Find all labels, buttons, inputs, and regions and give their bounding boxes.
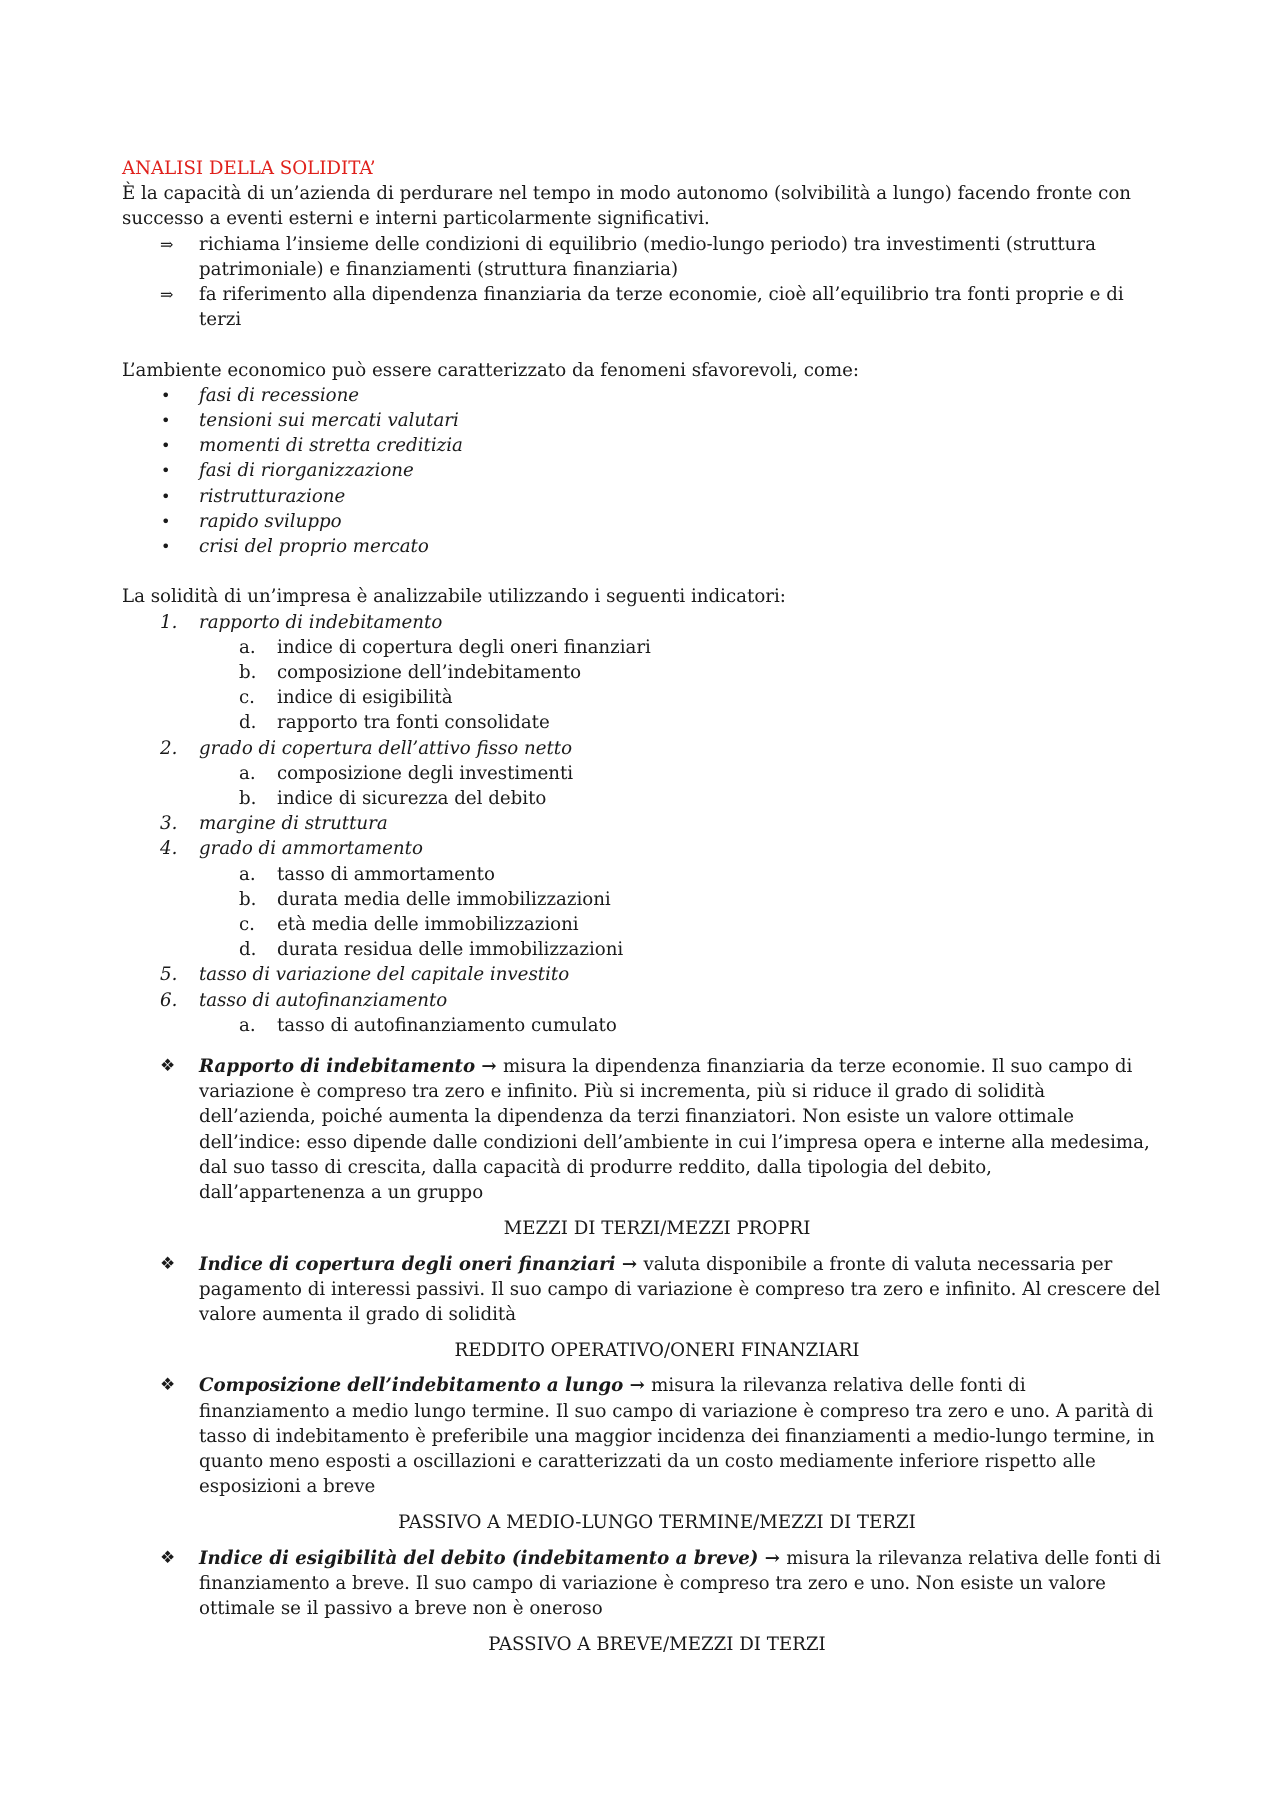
definitions-list xyxy=(122,1252,1162,1328)
sub-indicator-label: indice di esigibilità xyxy=(277,687,453,709)
diamond-bullet-icon: ❖ xyxy=(160,1253,176,1274)
indicator-label: rapporto di indebitamento xyxy=(199,611,443,633)
sub-indicator-item xyxy=(122,635,1162,660)
list-item-text: tensioni sui mercati valutari xyxy=(199,410,459,432)
sub-indicator-label: durata residua delle immobilizzazioni xyxy=(277,939,624,961)
sub-indicator-label: durata media delle immobilizzazioni xyxy=(277,888,611,910)
bullet-icon: • xyxy=(161,511,171,531)
sub-indicator-item xyxy=(122,660,1162,685)
list-item-text: crisi del proprio mercato xyxy=(199,536,429,558)
list-item-text: fasi di riorganizzazione xyxy=(199,460,414,482)
bullet-icon: • xyxy=(161,436,171,456)
list-letter: b. xyxy=(239,662,257,684)
sub-indicator-label: composizione degli investimenti xyxy=(277,762,574,784)
list-letter: a. xyxy=(239,636,256,658)
list-number: 1. xyxy=(160,611,178,633)
indicator-label: margine di struttura xyxy=(199,813,388,835)
arrow-list xyxy=(122,232,1162,333)
environment-intro: L’ambiente economico può essere caratterizzato da fenomeni sfavorevoli, come: xyxy=(122,359,859,381)
formula: MEZZI DI TERZI/MEZZI PROPRI xyxy=(503,1218,811,1240)
definition-item xyxy=(122,1373,1162,1499)
diamond-bullet-icon: ❖ xyxy=(160,1375,176,1396)
arrow-right-icon: → xyxy=(615,1253,644,1275)
sub-indicators-list xyxy=(199,761,1162,811)
sub-indicator-item xyxy=(122,862,1162,887)
sub-indicator-label: tasso di ammortamento xyxy=(277,863,495,885)
formula: PASSIVO A MEDIO-LUNGO TERMINE/MEZZI DI TERZI xyxy=(398,1512,916,1534)
arrow-right-icon: → xyxy=(475,1056,503,1078)
list-item xyxy=(122,509,1162,534)
diamond-bullet-icon: ❖ xyxy=(160,1547,176,1568)
list-letter: b. xyxy=(239,888,257,910)
indicator-label: grado di ammortamento xyxy=(199,838,423,860)
sub-indicator-item xyxy=(122,786,1162,811)
arrow-right-icon: → xyxy=(623,1375,652,1397)
indicator-label: grado di copertura dell’attivo fisso netto xyxy=(199,737,573,759)
sub-indicator-label: composizione dell’indebitamento xyxy=(277,662,582,684)
list-item xyxy=(122,484,1162,509)
list-number: 3. xyxy=(160,813,178,835)
list-number: 4. xyxy=(160,838,178,860)
list-item-text: ristrutturazione xyxy=(199,485,346,507)
list-item xyxy=(122,433,1162,458)
bullet-icon: • xyxy=(161,385,171,405)
sub-indicator-item xyxy=(122,1013,1162,1038)
sub-indicator-item xyxy=(122,887,1162,912)
sub-indicators-list xyxy=(199,862,1162,963)
definition-term: Composizione dell’indebitamento a lungo xyxy=(199,1375,624,1397)
indicator-item xyxy=(122,610,1162,736)
definition-item xyxy=(122,1252,1162,1328)
list-letter: a. xyxy=(239,1014,256,1036)
indicator-item xyxy=(122,962,1162,987)
list-number: 2. xyxy=(160,737,178,759)
diamond-bullet-icon: ❖ xyxy=(160,1056,176,1077)
indicator-item xyxy=(122,811,1162,836)
indicator-label: tasso di autofinanziamento xyxy=(199,989,448,1011)
definition-text: misura la dipendenza finanziaria da terze economie. Il suo campo di variazione è compreso tra zero e infinito. Più si incrementa, più si riduce il grado di solidità dell’azienda, poiché aumenta la dipendenza da terzi finanziatori. Non esiste un valore ottimale dell’indice: esso dipende dalle condizioni dell’ambiente in cui l’impresa opera e interne alla medesima, dal suo tasso di crescita, dalla capacità di produrre reddito, dalla tipologia del debito, dall’appartenenza a un gruppo xyxy=(199,1056,1150,1204)
sub-indicator-item xyxy=(122,685,1162,710)
definition-text: misura la rilevanza relativa delle fonti di finanziamento a medio lungo termine. Il suo campo di variazione è compreso tra zero e uno. A parità di tasso di indebitamento è preferibile una maggior incidenza dei finanziamenti a medio-lungo termine, in quanto meno esposti a oscillazioni e caratterizzati da un costo mediamente inferiore rispetto alle esposizioni a breve xyxy=(199,1375,1155,1498)
bullet-icon: • xyxy=(161,486,171,506)
intro-paragraph: È la capacità di un’azienda di perdurare nel tempo in modo autonomo (solvibilità a lungo) facendo fronte con successo a eventi esterni e interni particolarmente significativi. xyxy=(122,183,1132,230)
formula: REDDITO OPERATIVO/ONERI FINANZIARI xyxy=(454,1340,860,1362)
indicator-item xyxy=(122,736,1162,812)
definitions-list xyxy=(122,1373,1162,1499)
list-item xyxy=(122,534,1162,559)
indicators-list xyxy=(122,610,1162,1038)
sub-indicator-item xyxy=(122,912,1162,937)
arrow-item-text: fa riferimento alla dipendenza finanziaria da terze economie, cioè all’equilibrio tra fonti proprie e di terzi xyxy=(199,284,1124,331)
arrow-list-item xyxy=(122,282,1162,332)
list-number: 5. xyxy=(160,964,178,986)
bullet-icon: • xyxy=(161,411,171,431)
sub-indicator-label: tasso di autofinanziamento cumulato xyxy=(277,1014,617,1036)
sub-indicator-label: indice di copertura degli oneri finanziari xyxy=(277,636,651,658)
indicator-item xyxy=(122,988,1162,1038)
list-letter: b. xyxy=(239,788,257,810)
page-title: ANALISI DELLA SOLIDITA’ xyxy=(122,158,376,179)
arrow-right-icon: ⇒ xyxy=(160,285,174,305)
indicator-label: tasso di variazione del capitale investito xyxy=(199,964,570,986)
definitions-list xyxy=(122,1546,1162,1622)
arrow-item-text: richiama l’insieme delle condizioni di equilibrio (medio-lungo periodo) tra investimenti (struttura patrimoniale) e finanziamenti (struttura finanziaria) xyxy=(199,233,1096,280)
definition-term: Indice di copertura degli oneri finanziari xyxy=(199,1253,616,1275)
list-letter: d. xyxy=(239,712,257,734)
list-letter: d. xyxy=(239,939,257,961)
list-letter: a. xyxy=(239,762,256,784)
list-letter: c. xyxy=(239,914,255,936)
definition-text: valuta disponibile a fronte di valuta necessaria per pagamento di interessi passivi. Il suo campo di variazione è compreso tra zero e infinito. Al crescere del valore aumenta il grado di solidità xyxy=(199,1253,1161,1325)
sub-indicator-label: indice di sicurezza del debito xyxy=(277,788,547,810)
list-item xyxy=(122,408,1162,433)
sub-indicator-item xyxy=(122,937,1162,962)
list-item-text: momenti di stretta creditizia xyxy=(199,435,463,457)
definition-item xyxy=(122,1546,1162,1622)
bullet-icon: • xyxy=(161,537,171,557)
formula: PASSIVO A BREVE/MEZZI DI TERZI xyxy=(488,1634,826,1656)
list-item-text: fasi di recessione xyxy=(199,384,360,406)
list-item xyxy=(122,383,1162,408)
sub-indicator-label: età media delle immobilizzazioni xyxy=(277,914,579,936)
list-item-text: rapido sviluppo xyxy=(199,510,342,532)
definition-term: Rapporto di indebitamento xyxy=(199,1056,476,1078)
list-number: 6. xyxy=(160,989,178,1011)
definition-text: misura la rilevanza relativa delle fonti di finanziamento a breve. Il suo campo di variazione è compreso tra zero e uno. Non esiste un valore ottimale se il passivo a breve non è oneroso xyxy=(199,1547,1161,1619)
document-page xyxy=(122,156,1162,1667)
list-letter: c. xyxy=(239,687,255,709)
definition-item xyxy=(122,1054,1162,1205)
arrow-list-item xyxy=(122,232,1162,282)
arrow-right-icon: ⇒ xyxy=(160,234,174,254)
sub-indicator-label: rapporto tra fonti consolidate xyxy=(277,712,550,734)
sub-indicator-item xyxy=(122,761,1162,786)
sub-indicators-list xyxy=(199,635,1162,736)
definition-term: Indice di esigibilità del debito (indebitamento a breve) xyxy=(199,1547,759,1569)
list-item xyxy=(122,458,1162,483)
bullet-icon: • xyxy=(161,461,171,481)
sub-indicators-list xyxy=(199,1013,1162,1038)
indicators-intro: La solidità di un’impresa è analizzabile utilizzando i seguenti indicatori: xyxy=(122,586,786,608)
indicator-item xyxy=(122,836,1162,962)
arrow-right-icon: → xyxy=(758,1547,787,1569)
list-letter: a. xyxy=(239,863,256,885)
definitions-list xyxy=(122,1054,1162,1205)
phenomena-list xyxy=(122,383,1162,559)
sub-indicator-item xyxy=(122,710,1162,735)
